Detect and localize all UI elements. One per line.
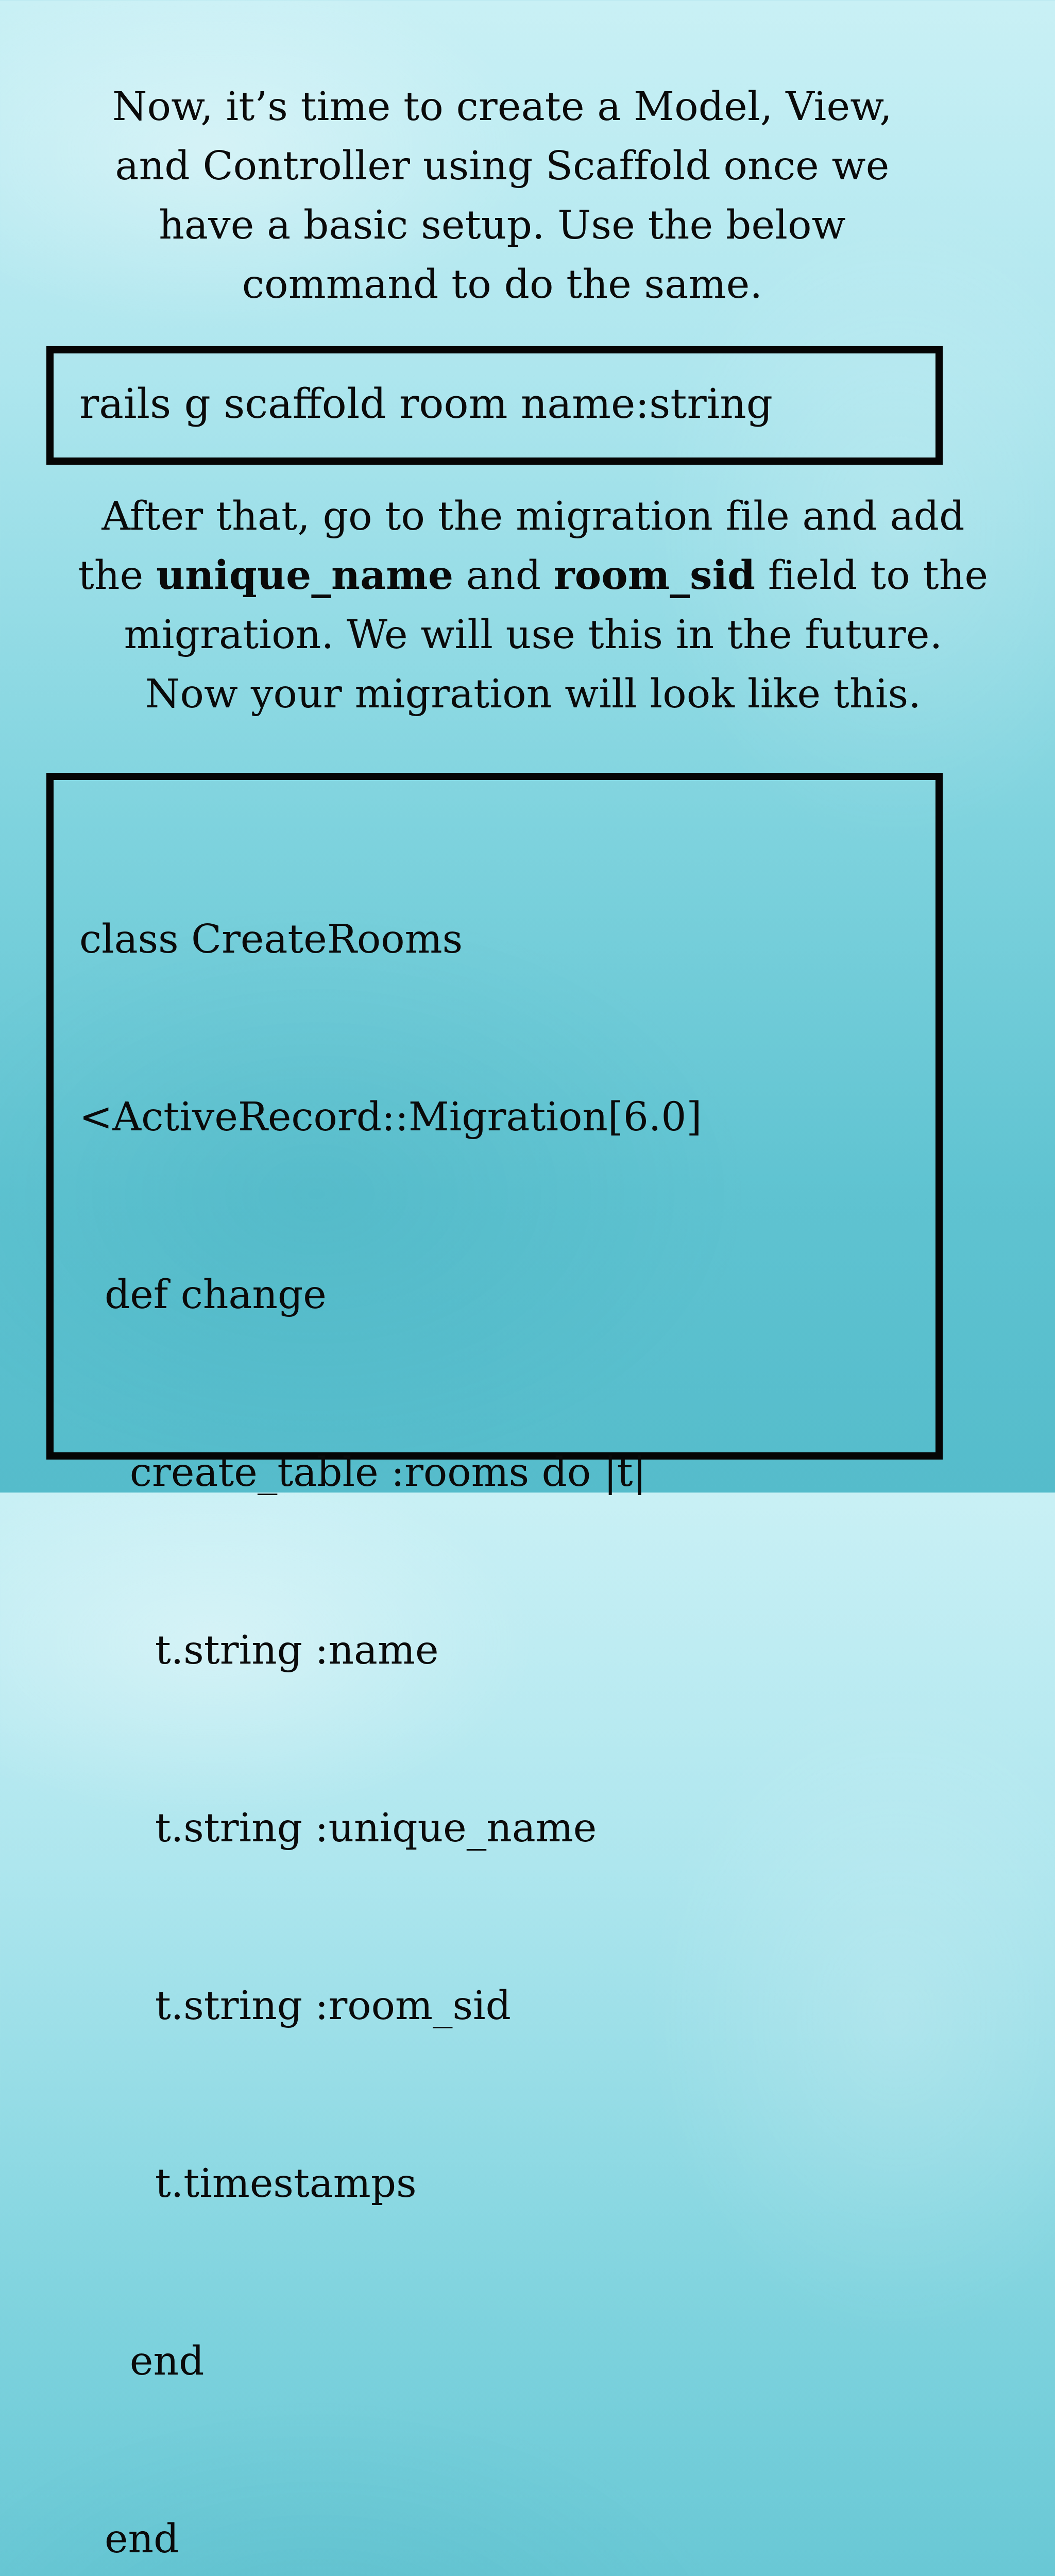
code-line: t.timestamps xyxy=(79,2161,417,2207)
intro-paragraph: Now, it’s time to create a Model, View, and Controller using Scaffold once we have a basic setup. Use the below command to do the same. xyxy=(112,84,892,308)
migration-code xyxy=(79,791,702,2576)
code-line: def change xyxy=(79,1272,327,1318)
code-line: <ActiveRecord::Migration[6.0] xyxy=(79,1094,702,1140)
code-line: t.string :name xyxy=(79,1628,439,1673)
migration-instructions-paragraph xyxy=(77,487,989,724)
instructions-text-1: After that, go to the migration file and add the xyxy=(78,494,965,599)
code-line: t.string :room_sid xyxy=(79,1983,511,2029)
code-line: end xyxy=(79,2338,205,2384)
instructions-text-2: and xyxy=(453,553,554,599)
unique-name-field-label: unique_name xyxy=(156,552,454,599)
command-box xyxy=(46,346,943,465)
code-line: t.string :unique_name xyxy=(79,1805,597,1851)
scaffold-command: rails g scaffold room name:string xyxy=(79,380,773,428)
code-line: end xyxy=(79,2516,179,2562)
instructions-text-3: field to the migration. We will use this in the future. Now your migration will look like this. xyxy=(124,553,989,717)
room-sid-field-label: room_sid xyxy=(553,552,756,599)
migration-code-box xyxy=(46,773,943,2562)
code-line: class CreateRooms xyxy=(79,917,463,962)
code-line: create_table :rooms do |t| xyxy=(79,1450,646,1496)
